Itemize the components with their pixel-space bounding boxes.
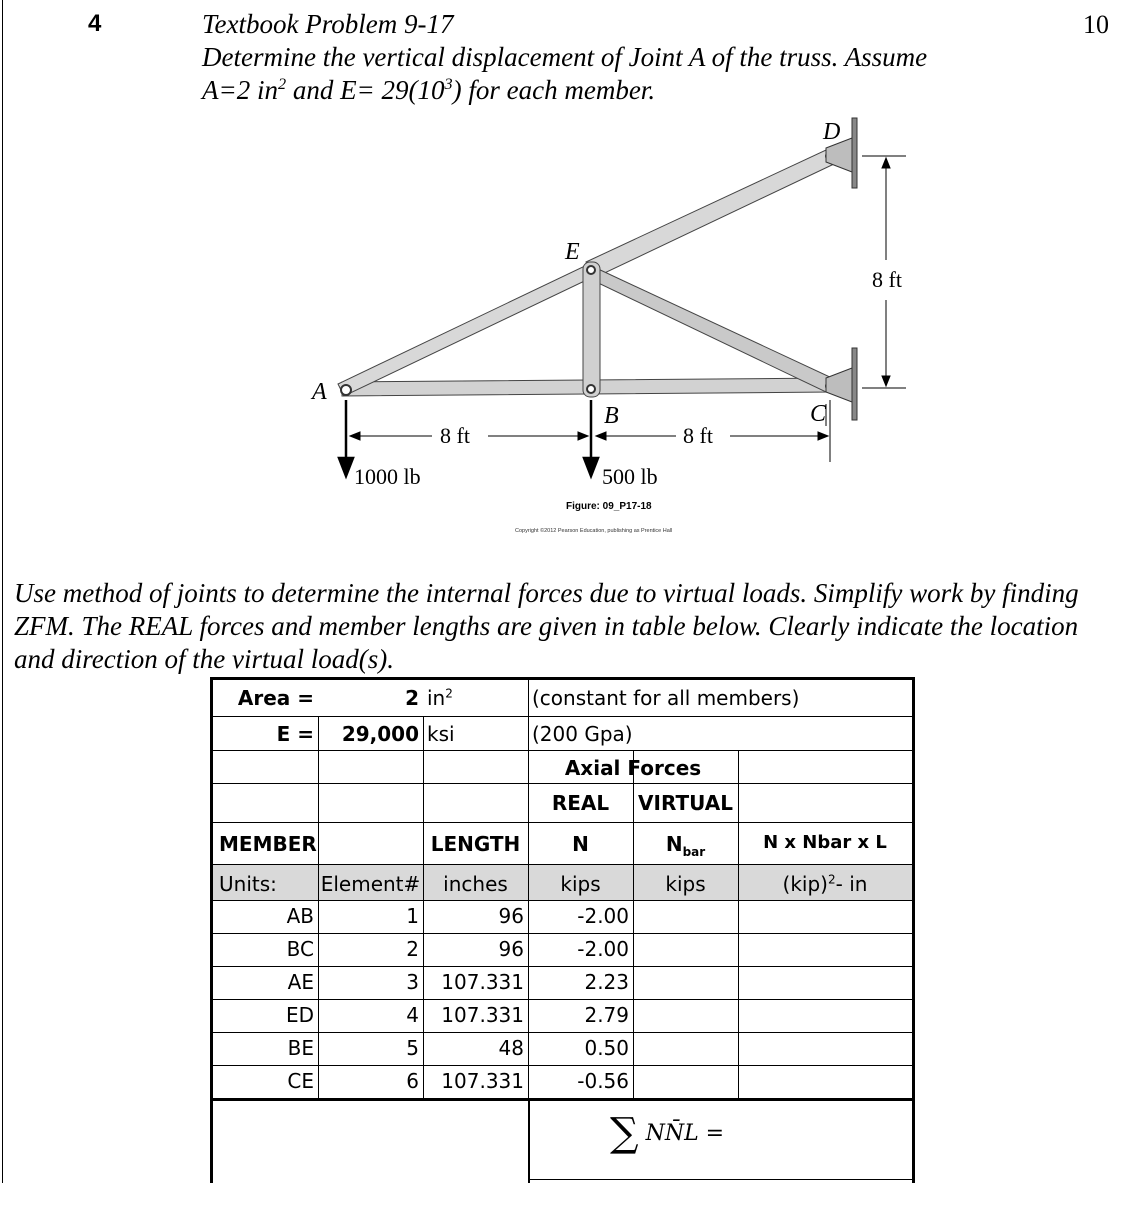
problem-line-1: Determine the vertical displacement of Joint A of the truss. Assume xyxy=(202,42,928,72)
pin-e xyxy=(587,266,595,274)
nbar-header-subscript: bar xyxy=(682,845,706,859)
problem-area-exponent: 2 xyxy=(277,75,287,93)
row-n-real: -2.00 xyxy=(577,904,629,928)
problem-line-2a: A=2 in xyxy=(202,75,278,105)
length-header: LENGTH xyxy=(430,832,521,856)
member-be xyxy=(583,262,600,397)
area-unit xyxy=(423,688,528,708)
row-n-real: -2.00 xyxy=(577,937,629,961)
label-c: C xyxy=(810,401,827,427)
member-ae xyxy=(338,264,595,396)
units-length: inches xyxy=(443,872,508,896)
row-length: 48 xyxy=(498,1036,524,1060)
table-border-top xyxy=(210,677,915,680)
units-element: Element# xyxy=(320,872,421,896)
problem-line-2b: and E= 29(10 xyxy=(286,75,445,105)
label-e: E xyxy=(565,239,580,265)
load-a-arrowhead xyxy=(339,458,353,476)
problem-title: Textbook Problem 9-17 xyxy=(202,9,454,39)
support-c xyxy=(826,348,857,420)
table-border-right xyxy=(912,677,915,1183)
row-n-real: 2.79 xyxy=(584,1003,629,1027)
problem-line-2c: ) for each member. xyxy=(452,75,656,105)
row-member: BC xyxy=(286,937,314,961)
row-length: 96 xyxy=(498,937,524,961)
pin-b xyxy=(587,385,595,393)
label-b: B xyxy=(604,403,619,429)
nbar-header-text: N xyxy=(665,832,683,856)
row-member: AB xyxy=(286,904,314,928)
row-length: 107.331 xyxy=(441,1003,524,1027)
units-product-text: (kip) xyxy=(782,872,828,896)
member-ed xyxy=(586,150,834,278)
dim-vertical-label: 8 ft xyxy=(872,267,902,292)
e-value: 29,000 xyxy=(341,722,419,746)
product-header: N x Nbar x L xyxy=(763,832,887,853)
figure-caption: Figure: 09_P17-18 xyxy=(566,501,652,512)
area-value: 2 xyxy=(405,686,419,710)
problem-e-exponent: 3 xyxy=(444,75,453,93)
row-length: 107.331 xyxy=(441,1069,524,1093)
instructions-text: Use method of joints to determine the internal forces due to virtual loads. Simplify work by finding ZFM. The REAL forces and member lengths are given in table below. Clearly indicate the location and direction of the virtual load(s). xyxy=(14,578,1079,674)
row-element: 3 xyxy=(406,970,419,994)
sum-expression-text: NN̄L = xyxy=(645,1121,725,1146)
e-label: E = xyxy=(276,722,314,746)
axial-forces-header: Axial Forces xyxy=(564,756,702,780)
member-header: MEMBER xyxy=(219,832,317,856)
dim-left-label: 8 ft xyxy=(440,423,470,448)
sum-symbol: ∑ xyxy=(610,1110,639,1156)
row-length: 96 xyxy=(498,904,524,928)
units-product xyxy=(738,874,912,894)
row-n-real: 2.23 xyxy=(584,970,629,994)
figure-copyright: Copyright ©2012 Pearson Education, publishing as Prentice Hall xyxy=(515,528,673,534)
question-points: 10 xyxy=(1083,10,1109,39)
dim-right-label: 8 ft xyxy=(683,423,713,448)
row-member: CE xyxy=(287,1069,314,1093)
truss-figure xyxy=(0,0,1124,560)
table-border-left xyxy=(210,677,213,1183)
e-unit: ksi xyxy=(427,722,455,746)
load-b-arrowhead xyxy=(584,458,598,476)
row-element: 2 xyxy=(406,937,419,961)
row-element: 5 xyxy=(406,1036,419,1060)
n-header: N xyxy=(572,832,589,856)
units-label: Units: xyxy=(219,872,277,896)
member-ce xyxy=(592,268,832,392)
row-length: 107.331 xyxy=(441,970,524,994)
area-label: Area = xyxy=(237,686,314,710)
units-product-exponent: 2 xyxy=(828,872,836,887)
sum-expression xyxy=(610,1110,910,1156)
label-d: D xyxy=(823,119,841,145)
units-product-text-b: - in xyxy=(835,872,868,896)
real-header: REAL xyxy=(551,791,610,815)
row-member: ED xyxy=(285,1003,314,1027)
units-nbar: kips xyxy=(665,872,706,896)
row-n-real: -0.56 xyxy=(577,1069,629,1093)
pin-a xyxy=(341,385,351,395)
nbar-header xyxy=(633,832,738,859)
data-table xyxy=(210,677,915,1183)
virtual-header: VIRTUAL xyxy=(638,791,733,815)
e-note: (200 Gpa) xyxy=(532,722,633,746)
row-n-real: 0.50 xyxy=(584,1036,629,1060)
label-a: A xyxy=(312,379,327,405)
instructions xyxy=(14,577,1114,676)
row-member: BE xyxy=(287,1036,314,1060)
area-unit-text: in xyxy=(427,686,446,710)
load-b-label: 500 lb xyxy=(602,464,658,489)
row-element: 1 xyxy=(406,904,419,928)
load-a-label: 1000 lb xyxy=(354,464,421,489)
question-number: 4 xyxy=(88,10,102,37)
units-n: kips xyxy=(560,872,601,896)
row-element: 4 xyxy=(406,1003,419,1027)
row-member: AE xyxy=(287,970,314,994)
area-note: (constant for all members) xyxy=(532,686,800,710)
area-unit-exponent: 2 xyxy=(445,686,453,701)
row-element: 6 xyxy=(406,1069,419,1093)
